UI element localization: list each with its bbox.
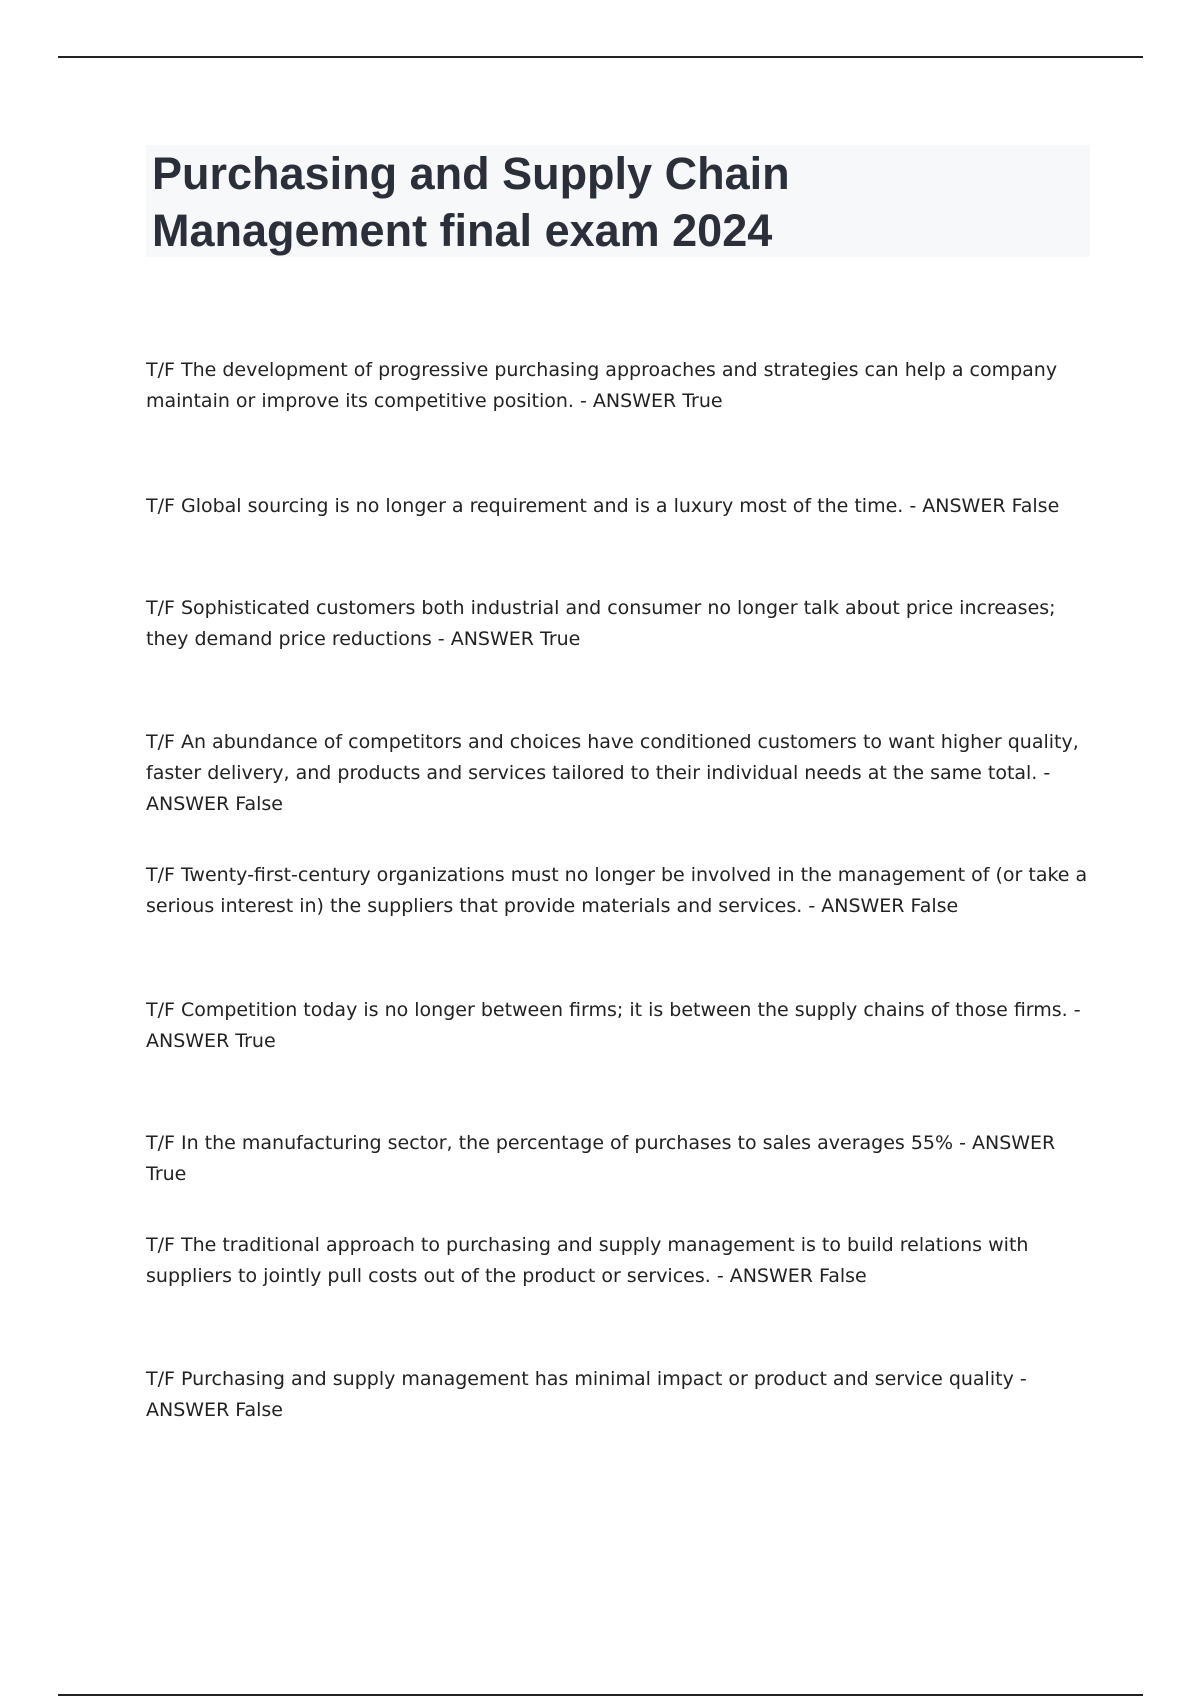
question-item-9: T/F Purchasing and supply management has minimal impact or product and service quality - ANSWER False <box>146 1368 1027 1421</box>
question-item-2: T/F Global sourcing is no longer a requirement and is a luxury most of the time. - ANSWER False <box>146 495 1060 517</box>
title-block <box>146 145 1090 257</box>
question-item-5: T/F Twenty-first-century organizations must no longer be involved in the management of (or take a serious interest in) the suppliers that provide materials and services. - ANSWER False <box>146 864 1088 917</box>
question-item-6: T/F Competition today is no longer between firms; it is between the supply chains of those firms. - ANSWER True <box>146 999 1081 1052</box>
title-line-2: Management final exam 2024 <box>152 205 773 256</box>
question-item-4: T/F An abundance of competitors and choices have conditioned customers to want higher quality, faster delivery, and products and services tailored to their individual needs at the same total. - ANSWER False <box>146 731 1079 815</box>
question-item-1: T/F The development of progressive purchasing approaches and strategies can help a company maintain or improve its competitive position. - ANSWER True <box>146 359 1058 412</box>
top-rule <box>58 56 1143 58</box>
page-title <box>152 145 1084 259</box>
question-item-3: T/F Sophisticated customers both industrial and consumer no longer talk about price increases; they demand price reductions - ANSWER True <box>146 597 1056 650</box>
bottom-rule <box>58 1694 1143 1696</box>
question-item-8: T/F The traditional approach to purchasing and supply management is to build relations with suppliers to jointly pull costs out of the product or services. - ANSWER False <box>146 1234 1029 1287</box>
title-line-1: Purchasing and Supply Chain <box>152 148 790 199</box>
question-item-7: T/F In the manufacturing sector, the percentage of purchases to sales averages 55% - ANSWER True <box>146 1132 1056 1185</box>
